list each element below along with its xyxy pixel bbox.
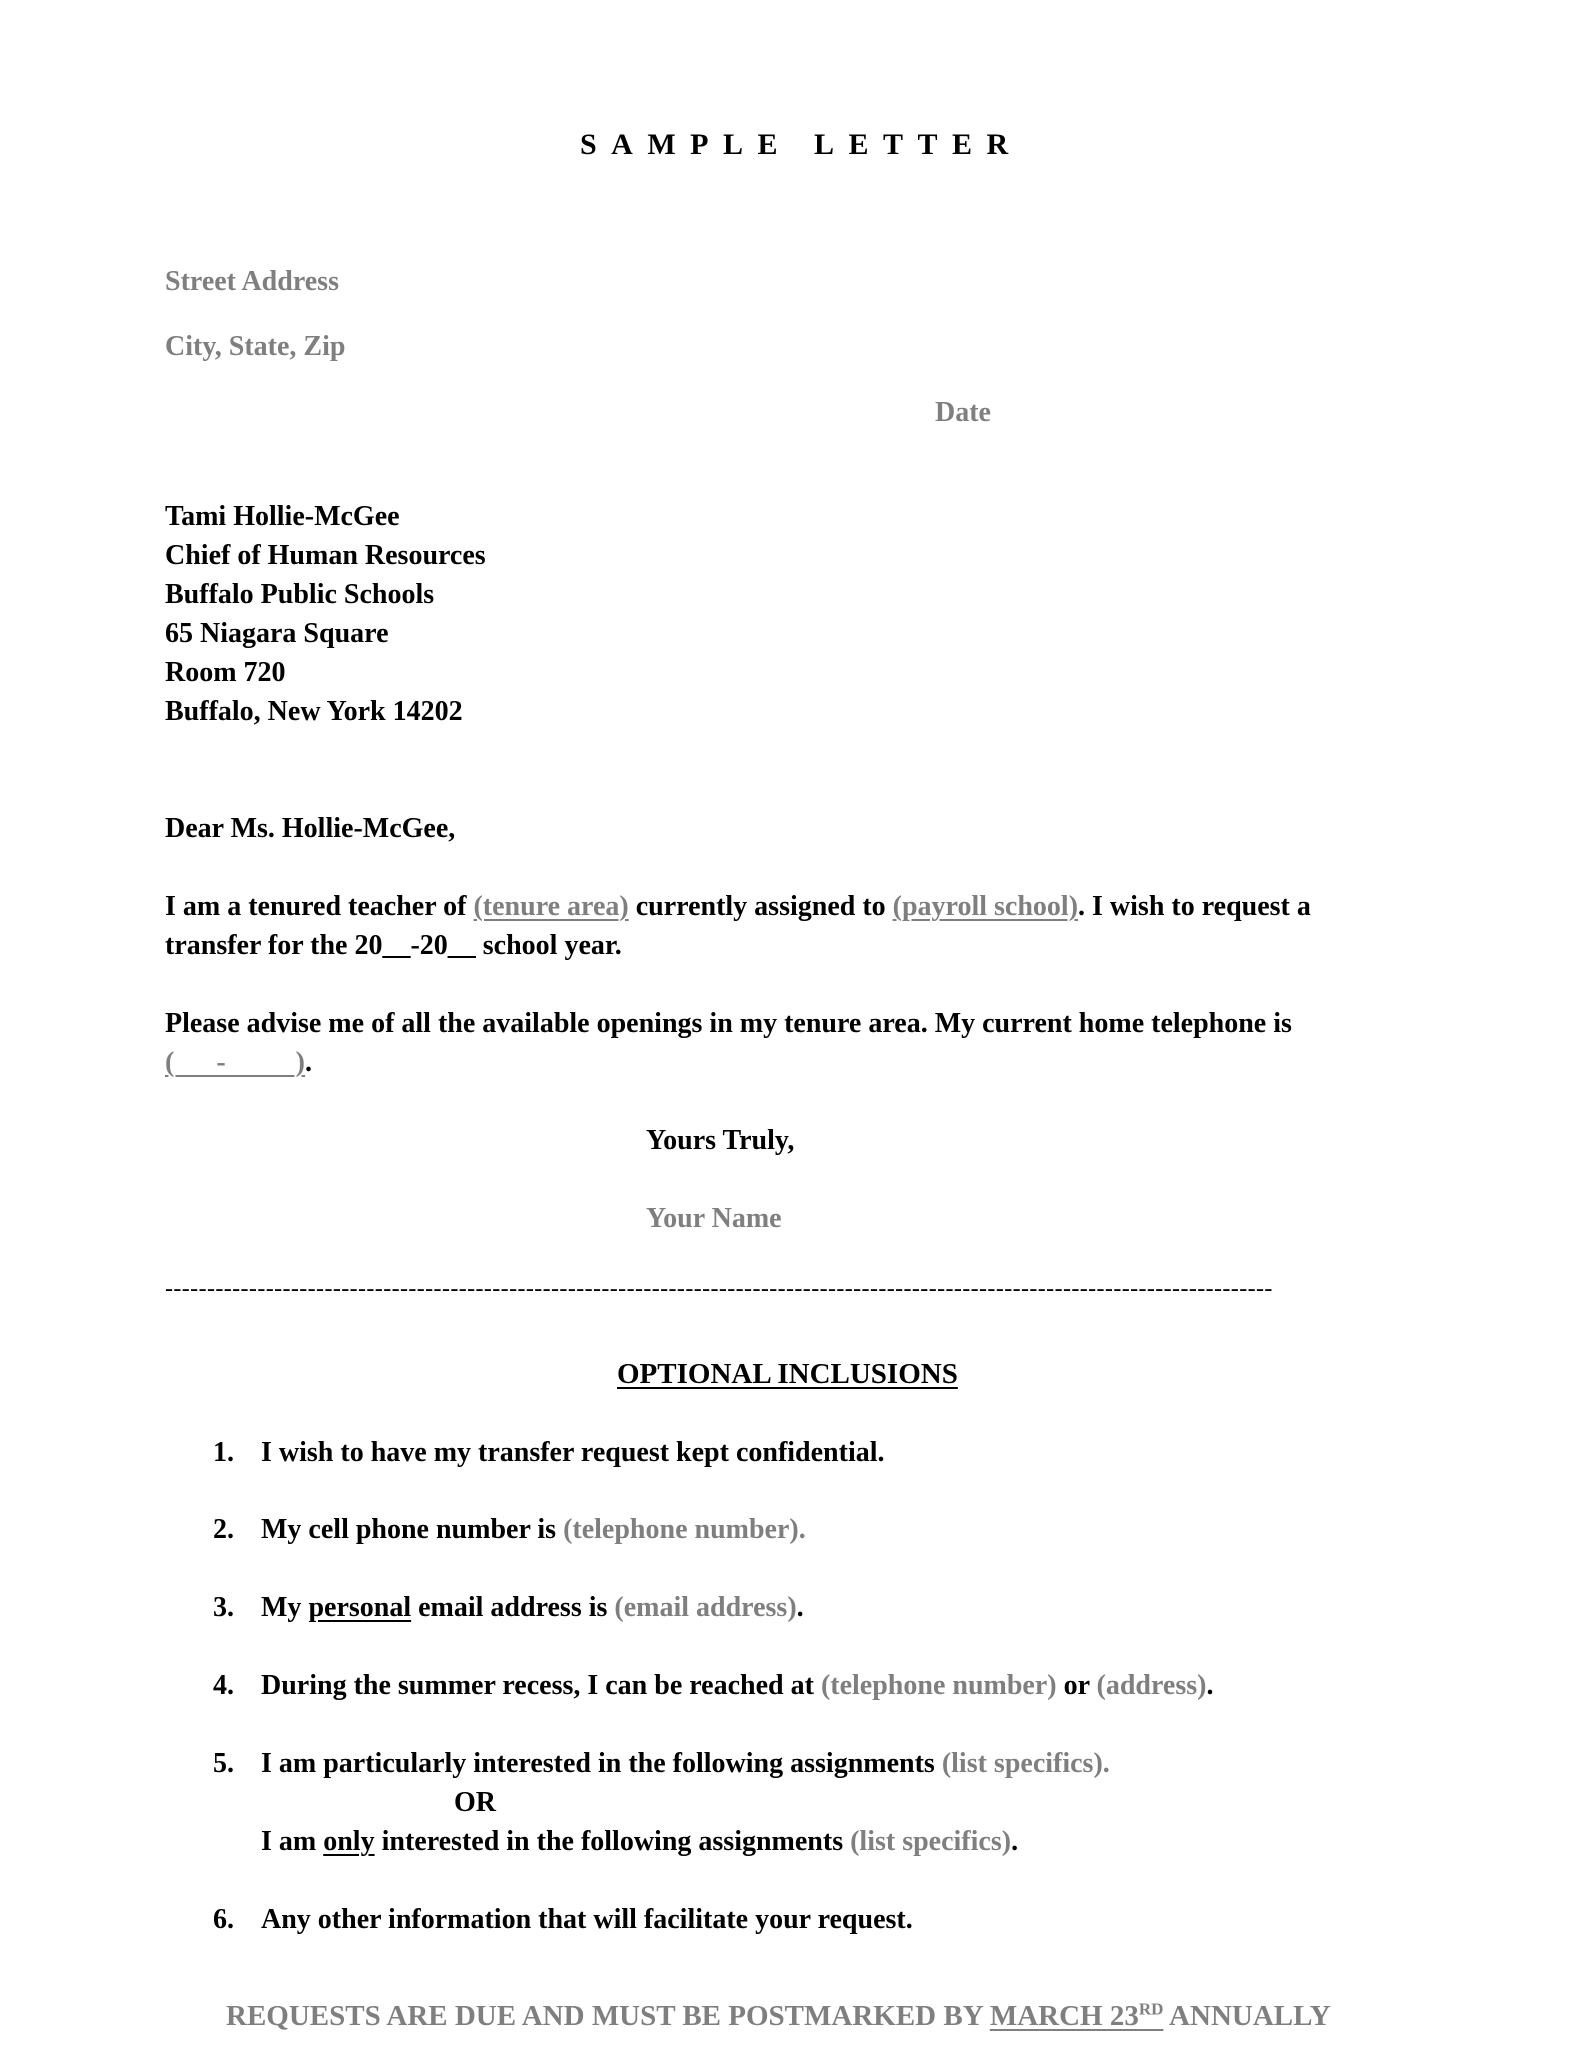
item-text: I am particularly interested in the following assignments bbox=[261, 1748, 942, 1779]
deadline-date bbox=[990, 2000, 1164, 2032]
recipient-org: Buffalo Public Schools bbox=[165, 579, 435, 610]
emphasis-only: only bbox=[323, 1826, 375, 1857]
item-text: My cell phone number is bbox=[261, 1514, 564, 1545]
recipient-block bbox=[165, 497, 486, 731]
list-number: 6. bbox=[213, 1904, 234, 1935]
tenure-area-field: (tenure area) bbox=[473, 891, 629, 922]
letter-date: Date bbox=[935, 397, 991, 428]
item-text: . bbox=[1206, 1670, 1214, 1701]
recipient-city: Buffalo, New York 14202 bbox=[165, 696, 463, 727]
list-item bbox=[213, 1744, 1110, 1783]
deadline-date-suffix: RD bbox=[1138, 1999, 1164, 2019]
salutation: Dear Ms. Hollie-McGee, bbox=[165, 813, 456, 844]
recipient-title: Chief of Human Resources bbox=[165, 540, 486, 571]
item-text: My bbox=[261, 1592, 309, 1623]
recipient-name: Tami Hollie-McGee bbox=[165, 501, 400, 532]
or-text: OR bbox=[454, 1787, 496, 1818]
item-text: interested in the following assignments bbox=[374, 1826, 851, 1857]
item-text: . bbox=[1011, 1826, 1019, 1857]
deadline-footer bbox=[226, 2000, 1331, 2033]
list-item bbox=[213, 1588, 804, 1627]
optional-heading: OPTIONAL INCLUSIONS bbox=[617, 1358, 958, 1390]
page-title: SAMPLE LETTER bbox=[580, 128, 1023, 161]
list-item bbox=[213, 1510, 806, 1549]
assignments-field: (list specifics). bbox=[941, 1748, 1110, 1779]
footer-text-end: ANNUALLY bbox=[1163, 2000, 1331, 2032]
home-phone-field: ( - ) bbox=[165, 1047, 305, 1078]
list-number: 5. bbox=[213, 1748, 234, 1779]
emphasis-personal: personal bbox=[308, 1592, 412, 1623]
payroll-school-field: (payroll school) bbox=[892, 891, 1079, 922]
list-number: 1. bbox=[213, 1437, 234, 1468]
footer-text: REQUESTS ARE DUE AND MUST BE POSTMARKED BY bbox=[226, 2000, 990, 2032]
cell-phone-field: (telephone number). bbox=[563, 1514, 806, 1545]
item-text: I am bbox=[261, 1826, 324, 1857]
list-number: 3. bbox=[213, 1592, 234, 1623]
deadline-date-text: MARCH 23 bbox=[989, 2000, 1139, 2032]
divider: ------------------------------------------------------------------------------------------------------------------------------------ bbox=[165, 1276, 1273, 1302]
summer-phone-field: (telephone number) bbox=[820, 1670, 1057, 1701]
item-text: Any other information that will facilitate your request. bbox=[261, 1904, 913, 1935]
paragraph-2 bbox=[165, 1004, 1292, 1082]
item-text: email address is bbox=[411, 1592, 615, 1623]
recipient-street: 65 Niagara Square bbox=[165, 618, 389, 649]
list-item bbox=[213, 1900, 913, 1939]
list-item bbox=[213, 1666, 1213, 1705]
email-field: (email address) bbox=[614, 1592, 797, 1623]
sender-city: City, State, Zip bbox=[165, 331, 346, 362]
para1-line-2: transfer for the 20__-20__ school year. bbox=[165, 930, 622, 961]
paragraph-1 bbox=[165, 887, 1311, 965]
signature-name: Your Name bbox=[646, 1203, 782, 1234]
list-number: 4. bbox=[213, 1670, 234, 1701]
recipient-room: Room 720 bbox=[165, 657, 286, 688]
para2-end: . bbox=[304, 1047, 312, 1078]
item-text: . bbox=[796, 1592, 804, 1623]
list-number: 2. bbox=[213, 1514, 234, 1545]
list-item bbox=[213, 1433, 885, 1472]
summer-address-field: (address) bbox=[1096, 1670, 1207, 1701]
item-text: I wish to have my transfer request kept confidential. bbox=[261, 1437, 885, 1468]
assignments-field: (list specifics) bbox=[850, 1826, 1012, 1857]
para2-line-1: Please advise me of all the available openings in my tenure area. My current home telephone is bbox=[165, 1008, 1292, 1039]
para1-text-2: currently assigned to bbox=[628, 891, 893, 922]
para1-text-3: . I wish to request a bbox=[1078, 891, 1311, 922]
sender-street: Street Address bbox=[165, 266, 339, 297]
item-text: During the summer recess, I can be reached at bbox=[261, 1670, 821, 1701]
item-text: or bbox=[1056, 1670, 1097, 1701]
list-item-alt bbox=[261, 1822, 1018, 1861]
closing: Yours Truly, bbox=[646, 1125, 795, 1156]
para1-text-1: I am a tenured teacher of bbox=[165, 891, 474, 922]
